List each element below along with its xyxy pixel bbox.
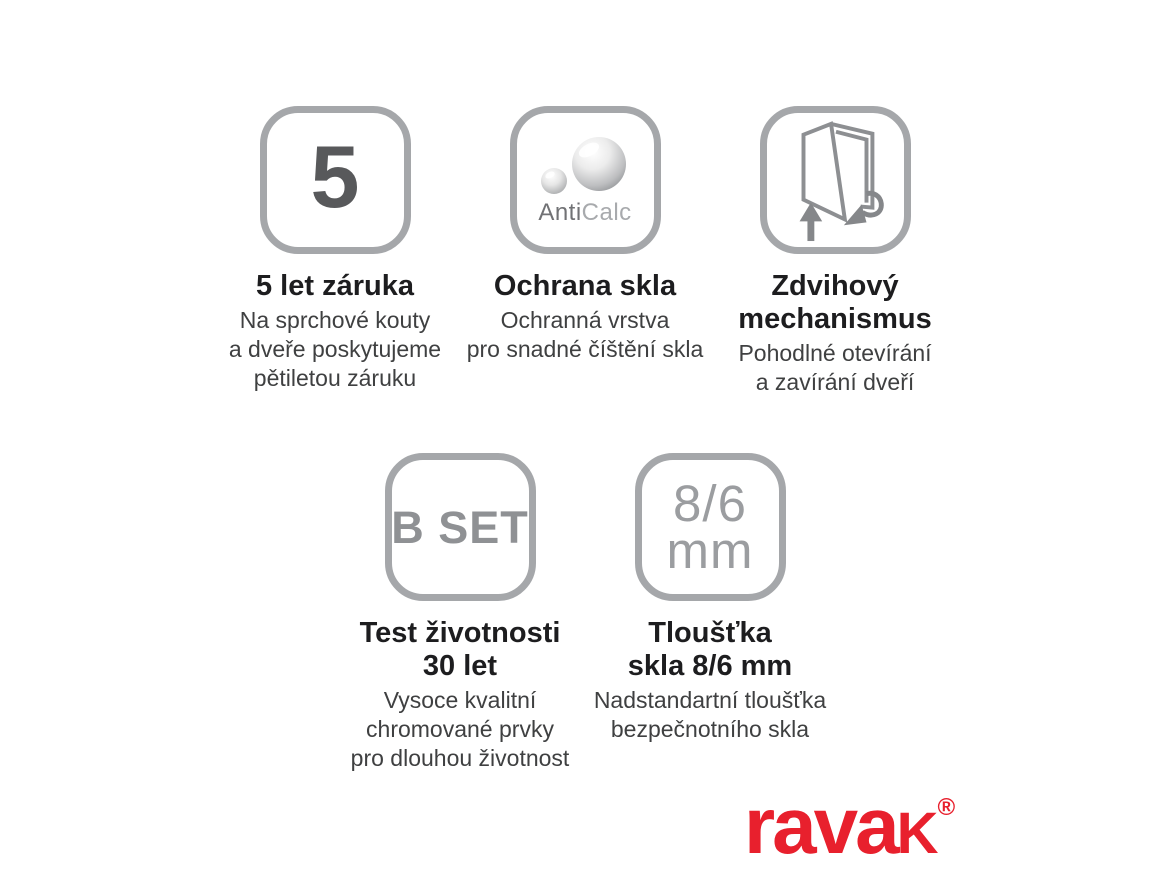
feature-description: Vysoce kvalitní chromované prvky pro dlouhou životnost <box>350 687 570 771</box>
ravak-wordmark-k: K <box>896 801 936 866</box>
anticalc-bubbles-icon <box>535 133 635 197</box>
feature-description: Nadstandartní tloušťka bezpečnotního skla <box>593 687 827 742</box>
feature-anticalc <box>460 106 710 364</box>
feature-title: Tloušťka skla 8/6 mm <box>627 617 793 682</box>
b-set-badge <box>385 453 536 601</box>
feature-title: Test životnosti 30 let <box>359 617 561 682</box>
feature-title: 5 let záruka <box>256 270 414 302</box>
registered-trademark-icon: ® <box>937 794 956 821</box>
feature-row-2 <box>0 453 1170 773</box>
feature-glass-thickness <box>585 453 835 744</box>
b-set-glyph: B SET <box>391 501 529 553</box>
feature-title: Ochrana skla <box>493 270 677 302</box>
feature-description: Pohodlné otevírání a zavírání dveří <box>738 340 932 395</box>
lift-mechanism-badge <box>760 106 911 254</box>
ravak-logo <box>744 781 956 870</box>
feature-lift-mechanism <box>710 106 960 397</box>
feature-description: Na sprchové kouty a dveře poskytujeme pětiletou záruku <box>228 307 442 391</box>
ravak-wordmark-leading: rava <box>744 781 897 870</box>
feature-description: Ochranná vrstva pro snadné číštění skla <box>466 307 704 362</box>
warranty-5-badge <box>260 106 411 254</box>
feature-warranty <box>210 106 460 393</box>
feature-title: Zdvihový mechanismus <box>738 270 932 335</box>
glass-thickness-badge <box>635 453 786 601</box>
feature-row-1 <box>0 106 1170 397</box>
anticalc-wordmark: AntiCalc <box>538 199 632 226</box>
number-5-glyph: 5 <box>310 127 360 226</box>
lifting-door-icon <box>783 117 887 243</box>
anticalc-badge <box>510 106 661 254</box>
glass-thickness-glyph: 8/6 mm <box>666 475 754 579</box>
feature-durability-test <box>335 453 585 773</box>
